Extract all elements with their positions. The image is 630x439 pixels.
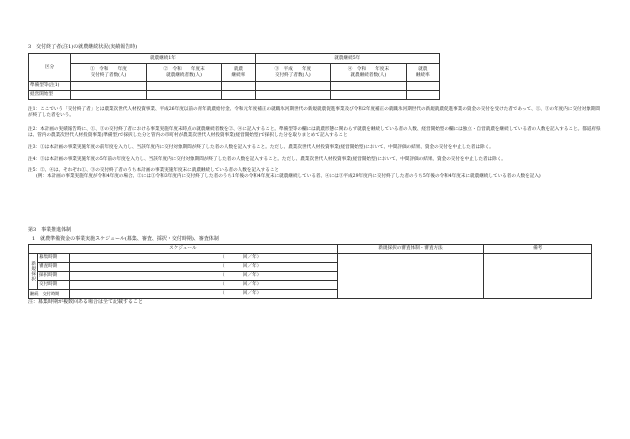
col-header-1: ① 令和 年度 交付終了者数(人) [71,64,147,82]
col-header-6: 就農 継続率 [406,64,439,82]
row-value[interactable]: （ 回／年） [69,254,337,263]
cell[interactable] [331,91,407,100]
cell[interactable] [222,91,255,100]
note-4: 注4：③は本計画の事業実施年度の5年前の年度を入力し、当該年度内に交付対象期間が終了した者の人数を記入すること。ただし、農業次世代人材投資事業(経営開始型)において、中間評価の結果、資金の交付を中止した者は除く。 [28,157,506,162]
row-value[interactable]: （ 回／年） [69,290,337,299]
cell[interactable] [255,91,331,100]
row-label-keiei: 経営開始型 [29,91,71,100]
col-header-3: 就農 継続率 [222,64,255,82]
row-label: 交付時期 [37,281,69,290]
note-3: 注3：①は本計画の事業実施年度の前年度を入力し、当該年度内に交付対象期間が終了した者の人数を記入すること。ただし、農業次世代人材投資事業(経営開始型)において、中間評価の結果、資金の交付を中止した者は除く。 [28,145,494,150]
cell[interactable] [222,82,255,91]
cell[interactable] [146,91,222,100]
cell[interactable] [71,91,147,100]
cell[interactable] [331,82,407,91]
remarks-header: 備考 [484,245,592,254]
col-header-2: ② 令和 年度末 就農継続者数(人) [146,64,222,82]
continuation-group: 継続 交付時期 [29,290,70,299]
method-cell[interactable] [337,254,484,299]
row-value[interactable]: （ 回／年） [69,272,337,281]
row-label: 採択時期 [37,272,69,281]
section-1-title: 1 就農準備資金の事業実施スケジュール(募集、審査、採択・交付時期)、審査体制 [32,236,219,242]
note-5: 注5：②、④は、それぞれ①、③の交付終了者のうち本計画の事業実施年度末に就農継続している者の人数を記入すること [28,168,280,173]
row-value[interactable]: （ 回／年） [69,281,337,290]
schedule-table [28,244,592,299]
section-daisan-title: 第3 事業推進体制 [28,227,72,233]
cell[interactable] [406,82,439,91]
cell[interactable] [71,82,147,91]
retention-table [28,53,440,100]
col-header-5: ④ 令和 年度末 就農継続者数(人) [331,64,407,82]
group-5yr-header: 就農継続5年 [255,54,439,64]
note-5-example: (例：本計画の事業実施年度が令和4年度の場合、②には①令和3年度内に交付終了した者のうち1年後の令和4年度末に就農継続している者、④には③平成29年度内に交付終了した者のうち5年後の令和4年度末に就農継続している者の人数を記入) [36,174,541,179]
method-header: 新規採択の審査体制・審査方法 [337,245,484,254]
row-label-junbi: 準備型等(注1) [29,82,71,91]
remarks-cell[interactable] [484,254,592,299]
cell[interactable] [146,82,222,91]
schedule-header: スケジュール [29,245,338,254]
note-2: 注2：本計画の実績報告時に、①、③の交付終了者における事業実施年度末時点の就農継続者数を②、④に記入すること。準備型等の欄には就農形態に関わらず就農を継続している者の人数、経営開始型の欄には独立・自営就農を継続している者の人数を記入すること。都道府県は、管内の農業次世代人材投資事業(準備型)で採択した分と管内の市町村が農業次世代人材投資事業(経営開始型)で採択した分を取りまとめて記入すること [28,127,601,138]
group-1yr-header: 就農継続1年 [71,54,255,64]
row-label: 募集時期 [37,254,69,263]
cell[interactable] [255,82,331,91]
row-value[interactable]: （ 回／年） [69,263,337,272]
row-label: 審査時期 [37,263,69,272]
new-adoption-group: 新規採択 [29,254,38,290]
cell[interactable] [406,91,439,100]
col-header-4: ③ 平成 年度 交付終了者数(人) [255,64,331,82]
kubun-header: 区分 [29,54,71,82]
note-1: 注1：ここでいう「交付終了者」とは農業次世代人材投資事業、平成26年度以前の青年就農給付金、令和元年度補正の就職氷河期世代の新規就農促進事業及び令和2年度補正の就職氷河期世代の新規就農促進事業の資金の交付を受けた者であって、①、③の年度内に交付対象期間が終了した者をいう。 [28,107,601,118]
footnote: 注：募集時期が複数回ある場合は全て記載すること [28,299,144,305]
section-3-title: 3 交付終了者(注1)の就農継続状況(実績報告時) [28,44,138,50]
